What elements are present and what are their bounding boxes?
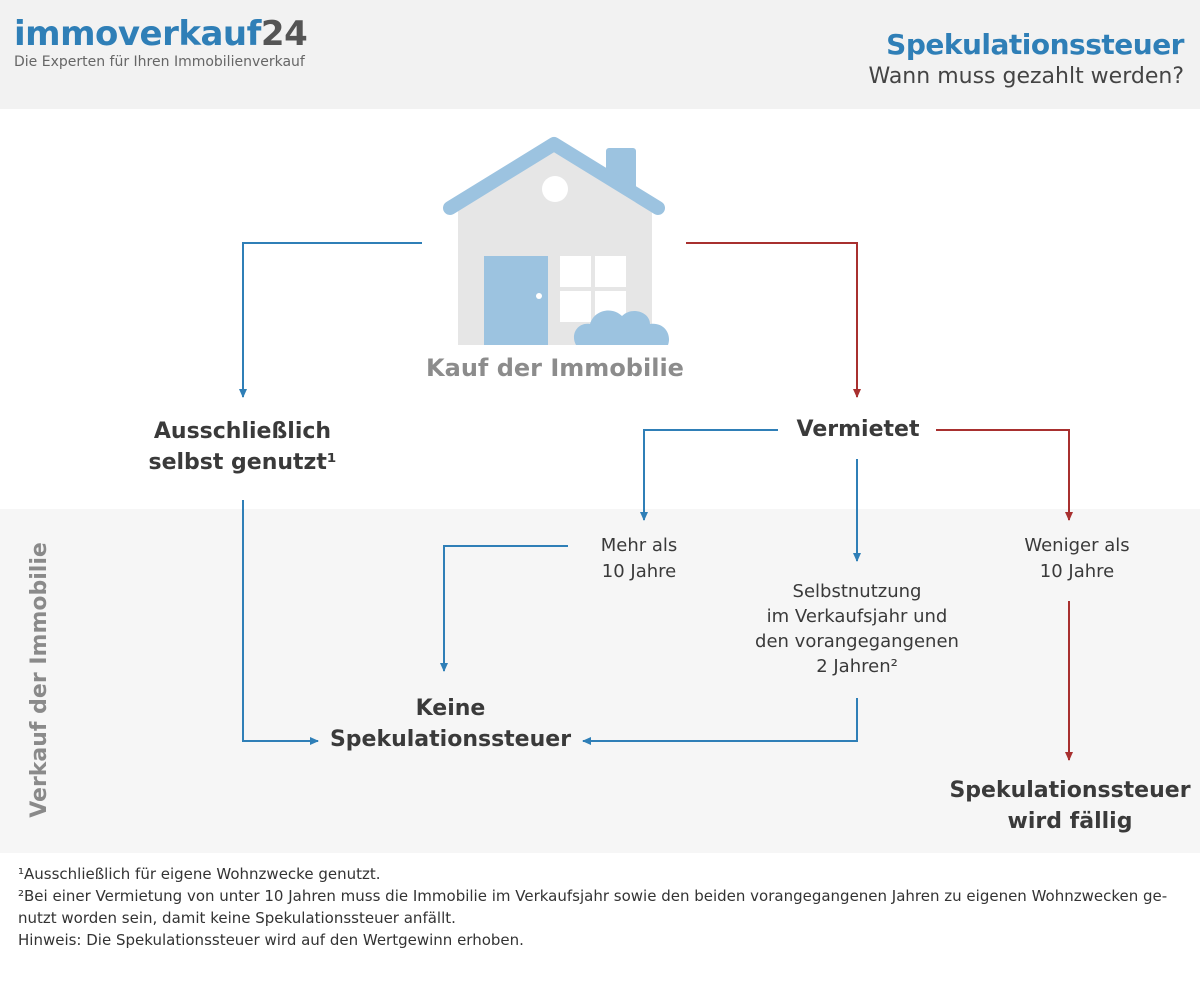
node-less-than-line2: 10 Jahre [1039, 561, 1115, 582]
node-tax-due [945, 775, 1195, 837]
node-no-tax-line1: Keine [415, 696, 486, 721]
node-self-use-line1: Selbstnutzung [792, 581, 922, 602]
house-door [484, 256, 548, 345]
node-more-than-line1: Mehr als [600, 535, 678, 556]
footnotes [18, 863, 1188, 951]
arrow-house-to-rented [686, 243, 857, 397]
house-icon [450, 144, 669, 345]
footnote-hint: Hinweis: Die Spekulationssteuer wird auf den Wertgewinn erhoben. [18, 931, 524, 949]
footnote-1: ¹Ausschließlich für eigene Wohnzwecke genutzt. [18, 865, 381, 883]
node-less-than-10 [987, 533, 1167, 585]
node-self-use-line2: im Verkaufsjahr und [766, 606, 948, 627]
house-door-knob [536, 293, 542, 299]
node-self-use [727, 579, 987, 679]
node-more-than-line2: 10 Jahre [601, 561, 677, 582]
node-self-use-line4: 2 Jahren² [816, 656, 898, 677]
arrow-self-used-to-no-tax [243, 500, 318, 741]
node-self-used [110, 416, 375, 478]
brand-tagline: Die Experten für Ihren Immobilienverkauf [14, 54, 305, 70]
arrow-house-to-self-used [243, 243, 422, 397]
page-subtitle: Wann muss gezahlt werden? [868, 64, 1184, 89]
footnote-2-line1: ²Bei einer Vermietung von unter 10 Jahren muss die Immobilie im Verkaufsjahr sowie den beiden vorangegangenen Jahren zu eigenen Wohnzwecken ge- [18, 887, 1168, 905]
node-less-than-line1: Weniger als [1024, 535, 1130, 556]
node-tax-due-line2: wird fällig [1007, 809, 1133, 834]
node-self-used-line2: selbst genutzt¹ [148, 450, 337, 475]
node-more-than-10 [559, 533, 719, 585]
brand-name-number: 24 [260, 14, 308, 54]
arrow-self-use-to-no-tax [583, 698, 857, 741]
node-no-tax [318, 693, 583, 755]
house-round-window [542, 176, 568, 202]
page-title: Spekulationssteuer [886, 28, 1184, 61]
node-no-tax-line2: Spekulationssteuer [329, 727, 572, 752]
brand-name-main: immoverkauf [14, 14, 261, 54]
node-self-used-line1: Ausschließlich [153, 419, 332, 444]
house-label: Kauf der Immobilie [426, 354, 684, 382]
sale-side-label-text: Verkauf der Immobilie [27, 542, 52, 818]
node-tax-due-line1: Spekulationssteuer [949, 778, 1191, 803]
node-rented: Vermietet [796, 417, 920, 442]
node-self-use-line3: den vorangegangenen [755, 631, 959, 652]
footnote-2-line2: nutzt worden sein, damit keine Spekulationssteuer anfällt. [18, 909, 456, 927]
arrow-more-than-to-no-tax [444, 546, 568, 671]
